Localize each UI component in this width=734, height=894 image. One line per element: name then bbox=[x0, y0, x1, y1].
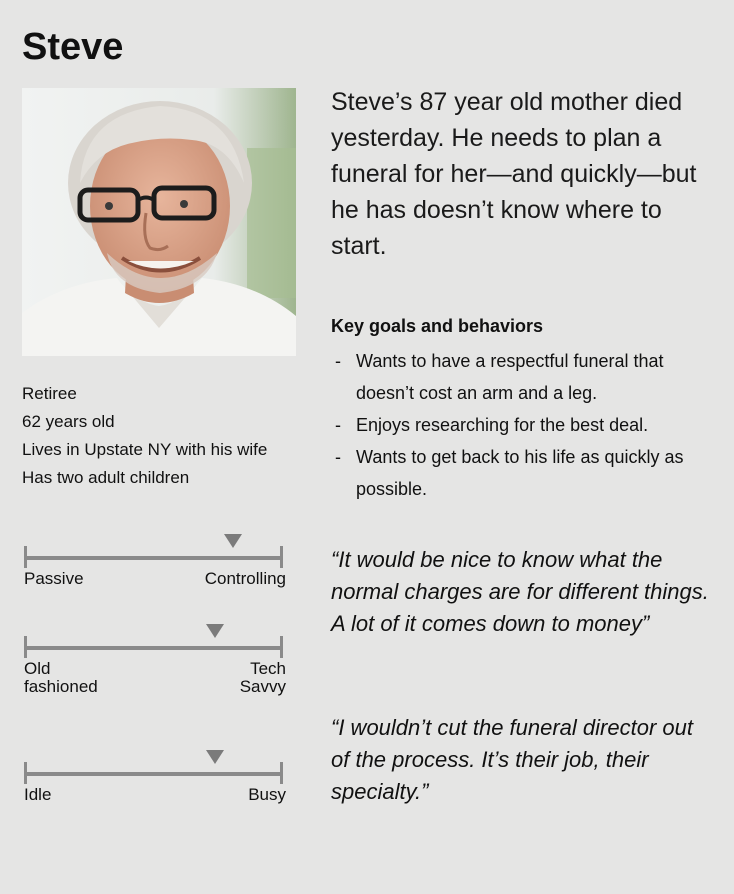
list-item bbox=[331, 345, 721, 409]
scale-tick-left bbox=[24, 762, 27, 784]
list-item bbox=[331, 409, 721, 441]
persona-photo bbox=[22, 88, 296, 356]
dash-bullet-icon: - bbox=[335, 447, 341, 467]
fact-residence: Lives in Upstate NY with his wife bbox=[22, 440, 268, 459]
scale-label-right: Busy bbox=[248, 785, 286, 804]
dash-bullet-icon: - bbox=[335, 415, 341, 435]
scale-tick-right bbox=[280, 546, 283, 568]
scale-bar bbox=[24, 646, 282, 650]
scale-tick-right bbox=[280, 762, 283, 784]
persona-facts bbox=[22, 380, 267, 492]
scale-tick-left bbox=[24, 636, 27, 658]
goals-list bbox=[331, 345, 721, 505]
scale-bar bbox=[24, 772, 282, 776]
scenario-text: Steve’s 87 year old mother died yesterday. He needs to plan a funeral for her—and quickly—but he has doesn’t know where to start. bbox=[331, 88, 697, 260]
goal-text: Enjoys researching for the best deal. bbox=[356, 415, 649, 435]
dash-bullet-icon: - bbox=[335, 351, 341, 371]
scale-tick-left bbox=[24, 546, 27, 568]
scale-marker bbox=[224, 534, 242, 548]
quote-1: “It would be nice to know what the normal charges are for different things. A lot of it comes down to money” bbox=[331, 547, 709, 636]
scale-idle-busy bbox=[24, 758, 284, 828]
scale-marker bbox=[206, 750, 224, 764]
scale-bar bbox=[24, 556, 282, 560]
scale-marker bbox=[206, 624, 224, 638]
scale-label-left: Idle bbox=[24, 785, 52, 804]
persona-name: Steve bbox=[22, 26, 124, 68]
fact-family: Has two adult children bbox=[22, 468, 190, 487]
goal-text: Wants to have a respectful funeral that doesn’t cost an arm and a leg. bbox=[356, 351, 664, 403]
list-item bbox=[331, 441, 721, 505]
scale-tick-right bbox=[280, 636, 283, 658]
scale-passive-controlling bbox=[24, 542, 284, 612]
scale-label-left: Old fashioned bbox=[24, 659, 98, 696]
fact-occupation: Retiree bbox=[22, 384, 77, 403]
scale-label-right: Controlling bbox=[204, 569, 286, 588]
scale-label-right: Tech Savvy bbox=[239, 659, 286, 696]
quote-2: “I wouldn’t cut the funeral director out of the process. It’s their job, their specialty.” bbox=[331, 715, 693, 804]
scale-label-left: Passive bbox=[24, 569, 84, 588]
scale-oldfashioned-techsavvy bbox=[24, 632, 284, 702]
goal-text: Wants to get back to his life as quickly as possible. bbox=[356, 447, 684, 499]
goals-heading: Key goals and behaviors bbox=[331, 316, 544, 336]
fact-age: 62 years old bbox=[22, 412, 115, 431]
